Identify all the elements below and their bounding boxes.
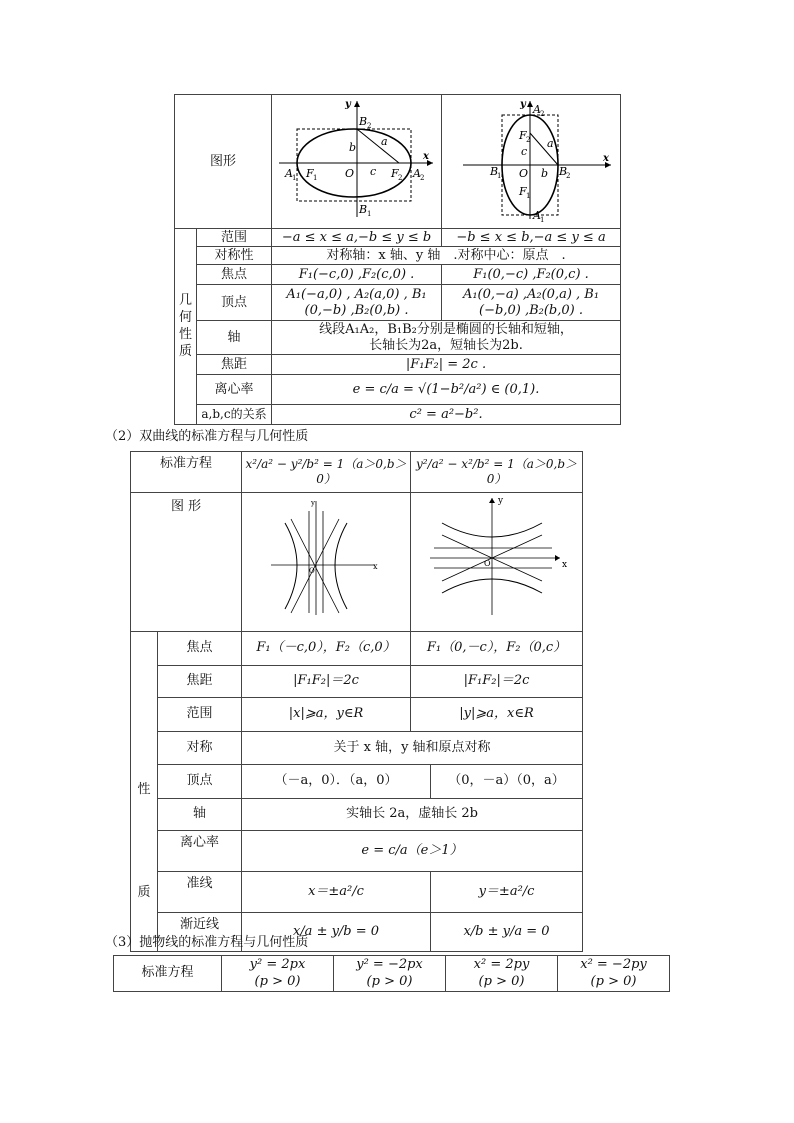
fig1-b-label: b (348, 141, 356, 154)
fig2-c-label: c (520, 145, 527, 158)
row-value-right (442, 285, 621, 321)
row-label: 准线 (158, 872, 242, 913)
ellipse-row-eccentricity (175, 375, 621, 405)
hfig2-x-label: x (561, 560, 567, 570)
ellipse-row-abc-relation (175, 405, 621, 425)
fig1-A2-sub: 2 (419, 174, 424, 182)
fig1-B1-label: B (358, 203, 367, 216)
hyperbola-fig-right-cell (411, 493, 583, 632)
hyperbola-group-label (131, 632, 158, 952)
hfig2-origin-label: O (483, 559, 491, 568)
eq-right: y²/a² − x²/b² = 1（a＞0,b＞0） (411, 452, 583, 493)
row-label: 离心率 (197, 375, 272, 405)
fig1-y-label: y (344, 99, 351, 110)
ellipse-row-focal-length (175, 355, 621, 375)
hyperbola-row-symmetry (131, 731, 583, 765)
row-label: 顶点 (197, 285, 272, 321)
fig2-b-label: b (540, 167, 548, 180)
row-label: 标准方程 (131, 452, 242, 493)
row-value-left: （－a，0）．（a，0） (242, 765, 431, 799)
fig2-B2-label: B (558, 165, 567, 178)
row-value-right: F₁(0,−c) ,F₂(0,c) . (442, 265, 621, 285)
fig2-A2-label: A (532, 103, 541, 116)
ellipse-row-vertices (175, 285, 621, 321)
parabola-table (113, 955, 670, 992)
hyperbola-row-foci (131, 632, 583, 666)
row-label: 对称性 (197, 247, 272, 265)
row-value-left: −a ≤ x ≤ a,−b ≤ y ≤ b (272, 229, 442, 247)
fig2-F1-label: F (518, 185, 527, 198)
row-value-left: x＝±a²/c (242, 872, 431, 913)
row-value-merged: e = c/a（e＞1） (242, 831, 583, 872)
row-label: a,b,c的关系 (197, 405, 272, 425)
parabola-eq-cell (222, 956, 334, 992)
parabola-eq-cell (558, 956, 670, 992)
eq-left: x²/a² − y²/b² = 1（a＞0,b＞0） (242, 452, 411, 493)
row-label: 焦距 (197, 355, 272, 375)
row-value-left (272, 285, 442, 321)
row-value-right: （0，－a）（0，a） (431, 765, 583, 799)
row-value-left: F₁（－c,0），F₂（c,0） (242, 632, 411, 666)
condition: (p > 0) (590, 973, 637, 989)
fig2-a-label: a (546, 137, 554, 150)
row-label: 对称 (158, 731, 242, 765)
row-value-left: |F₁F₂|＝2c (242, 665, 411, 697)
condition: (p > 0) (366, 973, 413, 989)
hyperbola-row-focal-length (131, 665, 583, 697)
fig1-B2-sub: 2 (366, 122, 371, 130)
hyperbola-row-vertices (131, 765, 583, 799)
equation: y² = −2px (356, 957, 423, 973)
row-label: 图 形 (131, 493, 242, 632)
ellipse-horizontal-figure (273, 95, 441, 223)
ellipse-figure-horizontal-cell (272, 95, 442, 229)
row-value-left: |x|⩾a，y∈R (242, 698, 411, 732)
hfig1-origin-label: O (308, 567, 315, 575)
fig2-F2-label: F (518, 129, 527, 142)
hfig1-y-label: y (310, 499, 315, 507)
hfig1-x-label: x (372, 562, 378, 571)
fig1-B1-sub: 1 (366, 210, 371, 218)
row-value-right: |F₁F₂|＝2c (411, 665, 583, 697)
fig2-y-label: y (519, 99, 526, 110)
line: (−b,0) ,B₂(b,0) . (479, 302, 583, 318)
row-label: 焦点 (197, 265, 272, 285)
fig2-x-label: x (602, 153, 609, 164)
group-char: 质 (178, 343, 192, 359)
ellipse-vertical-figure (443, 95, 620, 223)
ellipse-row-range (175, 229, 621, 247)
fig2-F2-sub: 2 (525, 136, 530, 144)
hyperbola-fig-left-cell (242, 493, 411, 632)
row-label: 轴 (158, 798, 242, 830)
fig1-a-label: a (380, 135, 388, 148)
hyperbola-row-directrix (131, 872, 583, 913)
row-value-merged: e = c/a = √(1−b²/a²) ∈ (0,1). (272, 375, 621, 405)
hyperbola-row-axes (131, 798, 583, 830)
fig1-c-label: c (369, 165, 376, 178)
row-value-right: |y|⩾a，x∈R (411, 698, 583, 732)
equation: x² = −2py (580, 957, 647, 973)
row-value-left: F₁(−c,0) ,F₂(c,0) . (272, 265, 442, 285)
group-char: 性 (137, 782, 151, 798)
parabola-eq-row (114, 956, 670, 992)
row-value-right: −b ≤ x ≤ b,−a ≤ y ≤ a (442, 229, 621, 247)
parabola-heading: （3）抛物线的标准方程与几何性质 (105, 935, 309, 950)
fig1-A2-label: A (412, 167, 421, 180)
fig1-A1-sub: 1 (291, 174, 296, 182)
fig2-A1-sub: 1 (539, 216, 544, 223)
line: 线段A₁A₂，B₁B₂分别是椭圆的长轴和短轴， (319, 321, 573, 337)
ellipse-group-label (175, 229, 197, 425)
ellipse-figure-vertical-cell (442, 95, 621, 229)
fig1-F2-label: F (390, 167, 399, 180)
line: A₁(−a,0) , A₂(a,0) , B₁ (286, 286, 427, 302)
ellipse-figure-row (175, 95, 621, 229)
row-label: 范围 (197, 229, 272, 247)
fig2-A1-label: A (532, 209, 541, 222)
group-char: 何 (178, 309, 192, 325)
fig2-F1-sub: 1 (525, 192, 530, 200)
row-label: 焦点 (158, 632, 242, 666)
fig1-F1-sub: 1 (312, 174, 317, 182)
equation: x² = 2py (473, 957, 530, 973)
ellipse-row-symmetry (175, 247, 621, 265)
fig2-A2-sub: 2 (539, 110, 544, 118)
equation: y² = 2px (249, 957, 306, 973)
row-value-merged: 实轴长 2a，虚轴长 2b (242, 798, 583, 830)
fig2-B1-sub: 1 (496, 172, 501, 180)
fig1-B2-label: B (358, 115, 367, 128)
group-char: 几 (178, 292, 192, 308)
group-char: 性 (178, 326, 192, 342)
ellipse-figure-label: 图形 (175, 95, 272, 229)
fig1-F2-sub: 2 (397, 174, 402, 182)
group-char: 质 (137, 884, 151, 900)
row-label: 离心率 (158, 831, 242, 872)
row-value-right: y＝±a²/c (431, 872, 583, 913)
condition: (p > 0) (478, 973, 525, 989)
line: A₁(0,−a) ,A₂(0,a) , B₁ (462, 286, 600, 302)
row-value-merged (272, 321, 621, 355)
fig1-origin-label: O (344, 167, 354, 180)
row-label: 顶点 (158, 765, 242, 799)
row-value-merged: 对称轴：x 轴、y 轴 .对称中心：原点 . (272, 247, 621, 265)
hyperbola-figure-row (131, 493, 583, 632)
fig1-A1-label: A (284, 167, 293, 180)
hfig2-y-label: y (497, 496, 503, 506)
fig1-x-label: x (422, 151, 429, 162)
hyperbola-row-eccentricity (131, 831, 583, 872)
row-label: 焦距 (158, 665, 242, 697)
row-value-merged: 关于 x 轴，y 轴和原点对称 (242, 731, 583, 765)
fig1-F1-label: F (305, 167, 314, 180)
ellipse-row-foci (175, 265, 621, 285)
row-label: 范围 (158, 698, 242, 732)
fig2-B2-sub: 2 (565, 172, 570, 180)
row-value-merged: |F₁F₂| = 2c . (272, 355, 621, 375)
hyperbola-table (130, 451, 583, 952)
hyperbola-heading: （2）双曲线的标准方程与几何性质 (105, 429, 309, 444)
line: (0,−b) ,B₂(0,b) . (304, 302, 409, 318)
condition: (p > 0) (254, 973, 301, 989)
ellipse-row-axes (175, 321, 621, 355)
hyperbola-horizontal-figure (243, 493, 410, 626)
fig2-B1-label: B (489, 165, 498, 178)
parabola-eq-cell (334, 956, 446, 992)
hyperbola-vertical-figure (412, 493, 582, 626)
hyperbola-row-range (131, 698, 583, 732)
row-value-merged: c² = a²−b². (272, 405, 621, 425)
fig2-origin-label: O (518, 167, 528, 180)
parabola-eq-cell (446, 956, 558, 992)
row-label: 渐近线 (158, 912, 242, 951)
ellipse-table (174, 94, 621, 425)
row-value-right: x/b ± y/a = 0 (431, 912, 583, 951)
row-value-left: x/a ± y/b = 0 (242, 912, 431, 951)
row-value-right: F₁（0,－c），F₂（0,c） (411, 632, 583, 666)
row-label: 轴 (197, 321, 272, 355)
row-label: 标准方程 (114, 956, 222, 992)
line: 长轴长为2a，短轴长为2b. (369, 337, 523, 353)
hyperbola-eq-row (131, 452, 583, 493)
